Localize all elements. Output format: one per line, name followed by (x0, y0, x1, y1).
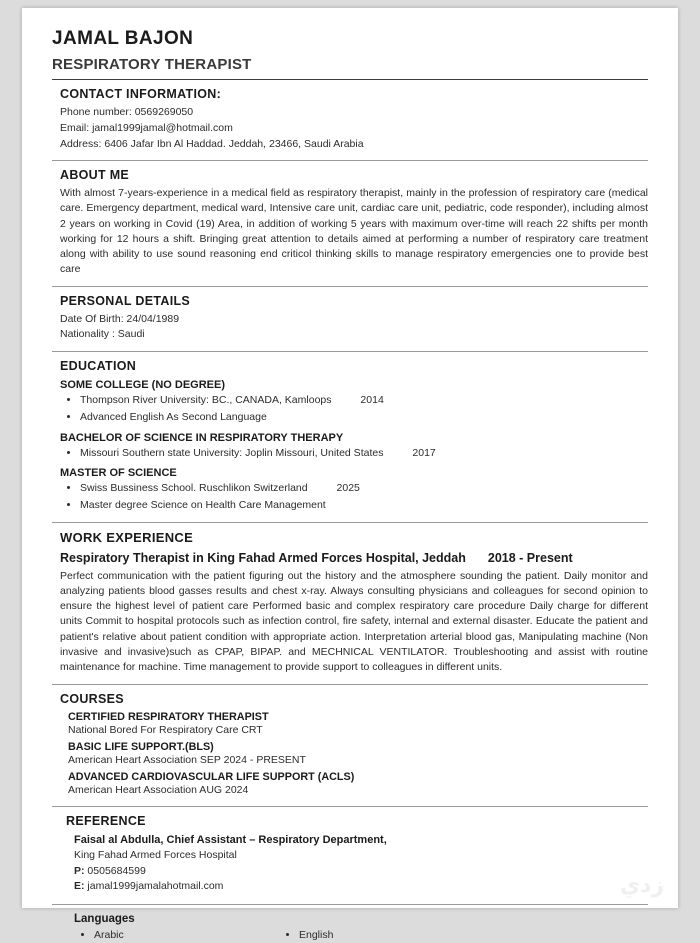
education-degree: MASTER OF SCIENCE (60, 467, 177, 480)
list-item (80, 410, 648, 426)
contact-phone: Phone number: 0569269050 (60, 106, 194, 118)
languages-section (60, 913, 648, 943)
divider-about (52, 160, 648, 161)
divider-courses (52, 684, 648, 685)
education-degree: BACHELOR OF SCIENCE IN RESPIRATORY THERAPY (60, 431, 344, 444)
list-item (80, 498, 648, 514)
watermark: زدي (619, 873, 664, 898)
education-item-text: Missouri Southern state University: Joplin Missouri, United States (80, 446, 384, 459)
reference-email: jamal1999jamalahotmail.com (87, 879, 224, 892)
list-item: • English (299, 929, 484, 941)
education-item-year: 2014 (360, 394, 384, 407)
languages-column-left (74, 927, 279, 943)
divider-reference (52, 806, 648, 807)
list-item (80, 481, 648, 497)
education-item-year: 2017 (412, 446, 436, 459)
reference-phone-row (74, 864, 648, 879)
education-entry (60, 432, 648, 462)
course-org: American Heart Association SEP 2024 - PRESENT (68, 754, 306, 767)
languages-columns (74, 927, 648, 943)
reference-phone: 0505684599 (87, 864, 146, 877)
work-job-dates: 2018 - Present (487, 550, 573, 565)
work-description: Perfect communication with the patient figuring out the history and the atmosphere sounding the patient. Daily monitor and analyzing patients blood gasses results and chest x-ray. Always consulting physicians and colleagues for second opinion to ensure the highest level of patient care Performed basic and complex respiratory care procedure Daily charge for different units Commit to hospital protocols such as infection control, fire safety, internal and external disaster. Educate the patient and patient's relative about patient condition with appropriate action. Interpretation arterial blood gas, Manipulating machine (Non invasive and invasive)such as CPAP, BIPAP. and MECHNICAL VENTILATOR. Troubleshooting and assist with routine maintenance for machine. Time management to provide support to colleagues in different units. (60, 569, 648, 674)
languages-list-right (279, 929, 484, 941)
resume-page (22, 8, 678, 941)
education-degree: SOME COLLEGE (NO DEGREE) (60, 379, 226, 392)
languages-list-left (74, 929, 279, 941)
personal-details-title: PERSONAL DETAILS (60, 293, 191, 308)
reference-phone-label: P: (74, 864, 85, 877)
course-item (68, 771, 648, 796)
list-item (80, 393, 648, 409)
contact-address: Address: 6406 Jafar Ibn Al Haddad. Jeddah, 23466, Saudi Arabia (60, 137, 364, 150)
course-name: CERTIFIED RESPIRATORY THERAPIST (68, 711, 269, 724)
education-item-text: Swiss Bussiness School. Ruschlikon Switzerland (80, 482, 308, 495)
courses-section (60, 692, 648, 796)
work-section-title: WORK EXPERIENCE (60, 529, 194, 545)
course-org: American Heart Association AUG 2024 (68, 784, 249, 797)
course-item (68, 741, 648, 766)
work-job-heading (60, 551, 648, 565)
course-org: National Bored For Respiratory Care CRT (68, 724, 263, 737)
education-item-text: Master degree Science on Health Care Management (80, 499, 326, 512)
education-section (60, 359, 648, 514)
course-item (68, 711, 648, 736)
courses-section-title: COURSES (60, 692, 124, 707)
course-name: ADVANCED CARDIOVASCULAR LIFE SUPPORT (ACLS) (68, 771, 355, 784)
education-entry (60, 379, 648, 426)
reference-section (60, 814, 648, 894)
education-item-year: 2025 (336, 482, 360, 495)
list-item: • Arabic (94, 929, 279, 941)
education-section-title: EDUCATION (60, 359, 137, 374)
reference-email-label: E: (74, 879, 85, 892)
about-text: With almost 7-years-experience in a medical field as respiratory therapist, mainly in the profession of respiratory care (medical care. Emergency department, medical ward, Intensive care unit, cardiac care unit, pediatric, code responder), including almost 2 years on working in Covid (19) Area, in addition of working 5 years with maximum over-time will reach 22 shifts per month working for 12 hours a shift. Bringing great attention to details aimed at performing a number of respiratory care treatment along with ability to use sound reasoning end criticol thinking skills to manage respiratory emergencies one to provide best care (60, 187, 648, 276)
work-experience-section (60, 530, 648, 676)
reference-email-row (74, 879, 648, 894)
about-section (60, 168, 648, 277)
personal-dob: Date Of Birth: 24/04/1989 (60, 312, 180, 325)
reference-section-title: REFERENCE (66, 814, 146, 829)
job-role-subtitle: RESPIRATORY THERAPIST (52, 56, 252, 73)
contact-email: Email: jamal1999jamal@hotmail.com (60, 121, 233, 134)
education-item-text: Advanced English As Second Language (80, 410, 267, 423)
education-item-list (60, 446, 648, 462)
page-title: JAMAL BAJON (52, 28, 194, 49)
divider-education (52, 351, 648, 352)
divider-personal (52, 286, 648, 287)
course-name: BASIC LIFE SUPPORT.(BLS) (68, 741, 214, 754)
education-entry (60, 467, 648, 514)
contact-section-title: CONTACT INFORMATION: (60, 87, 222, 101)
reference-name: Faisal al Abdulla, Chief Assistant – Respiratory Department, (74, 834, 387, 847)
education-item-list (60, 481, 648, 514)
resume-content (22, 8, 678, 943)
contact-section (60, 87, 648, 152)
personal-details-section (60, 294, 648, 344)
personal-nationality: Nationality : Saudi (60, 328, 145, 341)
languages-column-right (279, 927, 484, 943)
divider-header (52, 79, 648, 80)
list-item (80, 446, 648, 462)
education-item-list (60, 393, 648, 426)
work-job-title: Respiratory Therapist in King Fahad Armed Forces Hospital, Jeddah (60, 550, 466, 565)
languages-section-title: Languages (74, 913, 135, 925)
divider-work (52, 522, 648, 523)
reference-org: King Fahad Armed Forces Hospital (74, 849, 237, 862)
about-section-title: ABOUT ME (60, 168, 130, 183)
divider-languages (52, 904, 648, 905)
education-item-text: Thompson River University: BC., CANADA, Kamloops (80, 394, 332, 407)
